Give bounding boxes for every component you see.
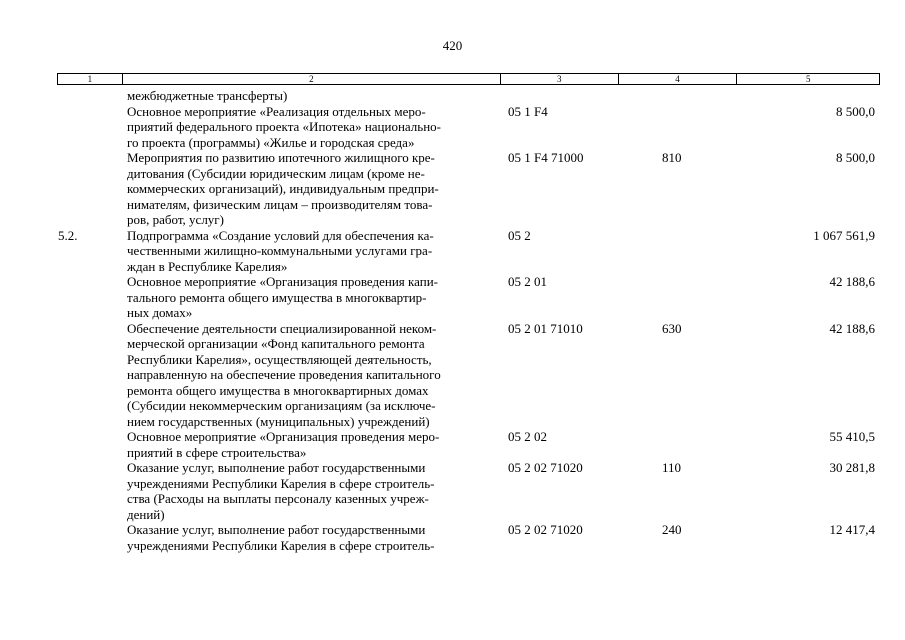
column-header: 1 — [58, 74, 123, 84]
row-name — [127, 150, 500, 228]
column-header: 4 — [619, 74, 738, 84]
row-expense-type: 240 — [662, 522, 682, 537]
table-row — [0, 274, 905, 321]
row-code: 05 2 — [508, 227, 531, 243]
row-name — [127, 429, 500, 460]
row-amount: 1 067 561,9 — [813, 227, 875, 243]
page-number: 420 — [442, 38, 463, 53]
row-code: 05 1 F4 — [508, 103, 548, 119]
row-expense-type — [662, 88, 702, 104]
row-name-line: приятий федерального проекта «Ипотека» национально- — [127, 119, 441, 134]
row-number — [0, 321, 127, 430]
row-name-line: учреждениями Республики Карелия в сфере строитель- — [127, 475, 435, 491]
column-header: 3 — [501, 74, 619, 84]
row-name-line: ждан в Республике Карелия» — [127, 258, 288, 274]
row-code: 05 2 01 — [508, 274, 547, 289]
row-name-line: тального ремонта общего имущества в многоквартир- — [127, 289, 427, 305]
row-code: 05 1 F4 71000 — [508, 150, 584, 165]
row-expense-type — [662, 429, 702, 460]
table-row — [0, 522, 905, 553]
row-number — [0, 88, 127, 104]
row-name — [127, 88, 500, 104]
row-name-line: го проекта (программы) «Жилье и городская среда» — [127, 134, 415, 150]
row-name-line: Оказание услуг, выполнение работ государственными — [127, 522, 426, 537]
row-amount: 42 188,6 — [829, 274, 875, 289]
row-expense-type — [662, 228, 702, 275]
row-amount: 30 281,8 — [829, 460, 875, 475]
row-expense-type: 630 — [662, 320, 682, 336]
table-row — [0, 150, 905, 228]
table-row — [0, 88, 905, 104]
row-number — [0, 150, 127, 228]
row-name-line: (Субсидии некоммерческим организациям (за исключе- — [127, 398, 436, 413]
row-number — [0, 522, 127, 553]
row-name-line: межбюджетные трансферты) — [127, 88, 288, 103]
row-expense-type: 110 — [662, 460, 682, 475]
row-name-line: Обеспечение деятельности специализированной неком- — [127, 320, 437, 336]
row-name-line: Подпрограмма «Создание условий для обеспечения ка- — [127, 227, 434, 243]
table-row — [0, 104, 905, 151]
row-amount: 55 410,5 — [829, 429, 875, 444]
row-name — [127, 321, 500, 430]
row-code: 05 2 01 71010 — [508, 320, 583, 336]
row-amount: 8 500,0 — [836, 150, 875, 165]
row-number — [0, 429, 127, 460]
row-name-line: мерческой организации «Фонд капитального ремонта — [127, 336, 425, 351]
row-code: 05 2 02 71020 — [508, 522, 583, 537]
row-name-line: нием государственных (муниципальных) учреждений) — [127, 413, 430, 429]
row-number — [0, 460, 127, 522]
table-row — [0, 460, 905, 522]
table-row — [0, 429, 905, 460]
row-name — [127, 104, 500, 151]
table-body — [0, 88, 905, 553]
column-header: 5 — [805, 74, 811, 84]
row-amount: 42 188,6 — [829, 320, 875, 336]
row-name-line: ров, работ, услуг) — [127, 212, 224, 227]
row-code: 05 2 02 — [508, 429, 547, 444]
row-name-line: Мероприятия по развитию ипотечного жилищного кре- — [127, 150, 435, 165]
row-name-line: Основное мероприятие «Реализация отдельных меро- — [127, 103, 426, 119]
row-name — [127, 460, 500, 522]
row-number — [0, 104, 127, 151]
row-expense-type — [662, 274, 702, 321]
row-name — [127, 522, 500, 553]
row-code — [500, 88, 662, 104]
row-name-line: чественными жилищно-коммунальными услугами гра- — [127, 243, 433, 258]
row-name-line: ных домах» — [127, 305, 193, 320]
row-code: 05 2 02 71020 — [508, 460, 583, 475]
row-name — [127, 228, 500, 275]
row-name-line: Основное мероприятие «Организация проведения меро- — [127, 429, 440, 444]
row-name-line: Республики Карелия», осуществляющей деятельность, — [127, 351, 432, 367]
table-header — [57, 73, 880, 85]
row-number: 5.2. — [58, 227, 78, 243]
row-amount — [702, 88, 875, 104]
row-name-line: ства (Расходы на выплаты персоналу казенных учреж- — [127, 491, 429, 506]
table-row — [0, 228, 905, 275]
row-amount: 8 500,0 — [836, 103, 875, 119]
row-name-line: направленную на обеспечение проведения капитального — [127, 367, 441, 382]
row-amount: 12 417,4 — [829, 522, 875, 537]
row-name-line: учреждениями Республики Карелия в сфере строитель- — [127, 537, 435, 553]
row-name — [127, 274, 500, 321]
row-name-line: коммерческих организаций), индивидуальным предпри- — [127, 181, 439, 196]
row-number — [0, 274, 127, 321]
row-name-line: ремонта общего имущества в многоквартирных домах — [127, 382, 429, 398]
row-name-line: приятий в сфере строительства» — [127, 444, 307, 460]
row-expense-type: 810 — [662, 150, 682, 165]
row-expense-type — [662, 104, 702, 151]
row-name-line: дитования (Субсидии юридическим лицам (кроме не- — [127, 165, 425, 181]
column-header: 2 — [123, 74, 501, 84]
row-name-line: Оказание услуг, выполнение работ государственными — [127, 460, 426, 475]
row-name-line: нимателям, физическим лицам – производителям това- — [127, 196, 433, 212]
table-row — [0, 321, 905, 430]
row-name-line: дений) — [127, 506, 165, 522]
row-name-line: Основное мероприятие «Организация проведения капи- — [127, 274, 438, 289]
